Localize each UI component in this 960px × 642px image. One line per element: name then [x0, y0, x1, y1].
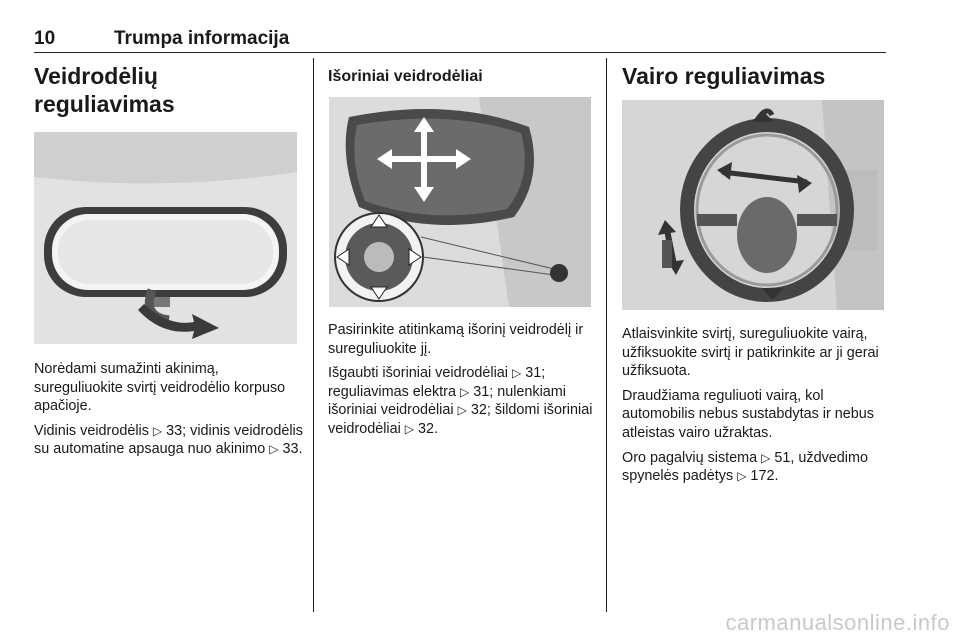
page-reference-icon: ▷ — [459, 384, 470, 399]
column-divider-1 — [313, 58, 314, 612]
steering-paragraph-3: Oro pagalvių sistema ▷ 51, uždvedimo spynelės padėtys ▷ 172. — [622, 449, 868, 485]
exterior-mirror-text — [328, 321, 598, 445]
heading-mirror-adjustment: Veidrodėlių reguliavimas — [34, 63, 175, 117]
steering-paragraph-2: Draudžiama reguliuoti vairą, kol automobilis nebus sustabdytas ir nebus atleistas vairo užraktas. — [622, 387, 874, 441]
heading-steering-adjustment: Vairo reguliavimas — [622, 63, 826, 89]
watermark: carmanualsonline.info — [725, 610, 950, 635]
page-reference-icon: ▷ — [404, 421, 415, 436]
interior-mirror-paragraph-1: Norėdami sumažinti akinimą, sureguliuokite svirtį veidrodėlio korpuso apačioje. — [34, 361, 286, 415]
column-divider-2 — [606, 58, 607, 612]
column-exterior-mirrors — [328, 62, 598, 88]
exterior-mirror-paragraph-2: Išgaubti išoriniai veidrodėliai ▷ 31; reguliavimas elektra ▷ 31; nulenkiami išoriniai veidrodėliai ▷ 32; šildomi išoriniai veidrodėliai ▷ 32. — [328, 365, 593, 437]
section-title: Trumpa informacija — [114, 28, 290, 49]
page-number: 10 — [34, 28, 56, 49]
interior-mirror-illustration — [34, 132, 297, 344]
page-reference-icon: ▷ — [457, 403, 467, 418]
page-reference-icon: ▷ — [761, 450, 771, 465]
subheading-exterior-mirrors: Išoriniai veidrodėliai — [328, 68, 483, 85]
steering-text — [622, 325, 892, 492]
exterior-mirror-illustration — [329, 97, 591, 307]
page-reference-icon: ▷ — [737, 469, 747, 484]
steering-wheel-illustration — [622, 100, 884, 310]
steering-paragraph-1: Atlaisvinkite svirtį, sureguliuokite vairą, užfiksuokite svirtį ir patikrinkite ar ji gerai užfiksuota. — [622, 326, 879, 380]
interior-mirror-paragraph-2: Vidinis veidrodėlis ▷ 33; vidinis veidrodėlis su automatine apsauga nuo akinimo ▷ 33. — [34, 422, 303, 458]
page-reference-icon: ▷ — [152, 423, 163, 438]
page-reference-icon: ▷ — [511, 366, 522, 381]
page-header — [34, 26, 886, 53]
interior-mirror-text — [34, 360, 304, 465]
column-steering — [622, 62, 892, 90]
page-reference-icon: ▷ — [269, 442, 279, 457]
exterior-mirror-paragraph-1: Pasirinkite atitinkamą išorinį veidrodėlį ir sureguliuokite jį. — [328, 322, 584, 357]
